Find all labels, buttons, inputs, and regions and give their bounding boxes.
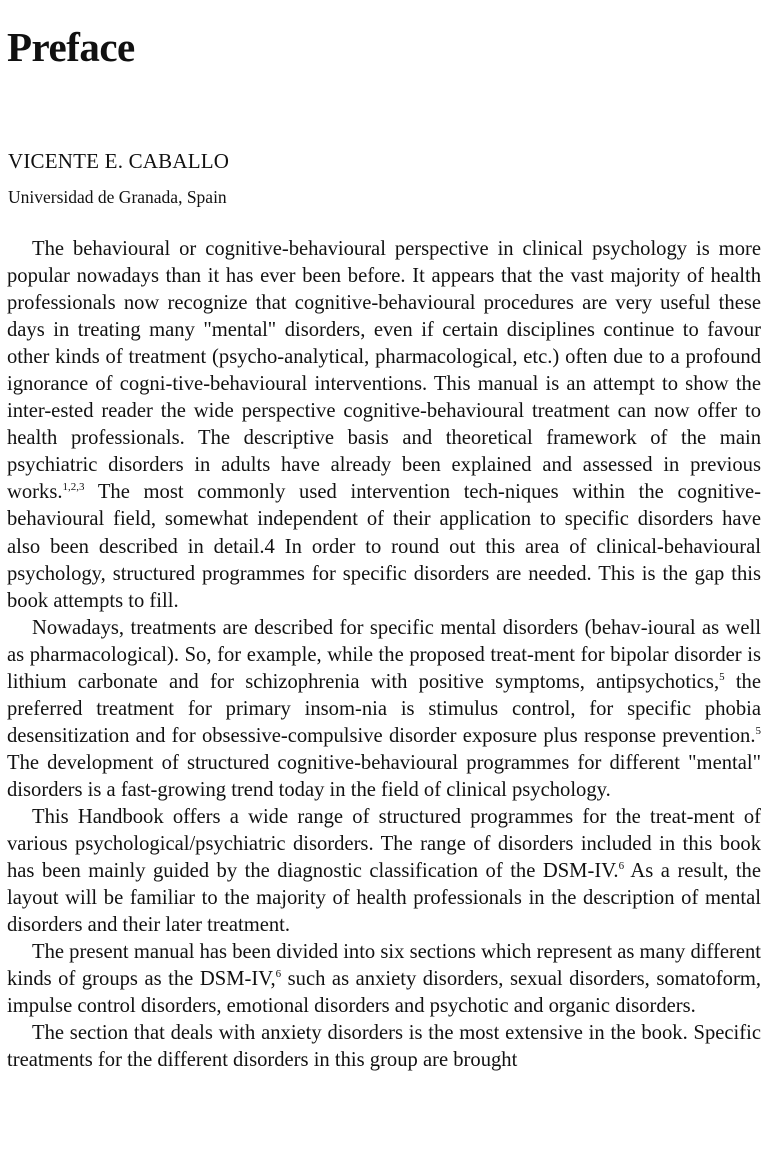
body-paragraph [7,939,761,1020]
reference-superscript: 6 [275,968,282,981]
body-paragraph [7,1020,761,1074]
paragraph-text: This Handbook offers a wide range of structured programmes for the treat-ment of various psychological/psychiatric disorders. The range of disorders included in this book has been mainly guided by the diagnostic classification of the DSM-IV. [7,805,761,883]
paragraph-text: The section that deals with anxiety disorders is the most extensive in the book. Specific treatments for the different disorders in this group are brought [7,1022,761,1072]
body-paragraph [7,615,761,804]
paragraph-text: The most commonly used intervention tech-niques within the cognitive-behavioural field, somewhat independent of their application to specific disorders have also been described in detail.4 In order to round out this area of clinical-behavioural psychology, structured programmes for specific disorders are needed. This is the gap this book attempts to fill. [7,481,761,612]
paragraph-text: As a result, the layout will be familiar to the majority of health professionals in the description of mental disorders and their later treatment. [7,860,761,937]
body-paragraph [7,804,761,939]
paragraph-text: such as anxiety disorders, sexual disorders, somatoform, impulse control disorders, emotional disorders and psychotic and organic disorders. [7,968,761,1018]
author-name: VICENTE E. CABALLO [8,149,230,173]
reference-superscript: 1,2,3 [62,481,85,494]
paragraph-text: The present manual has been divided into six sections which represent as many different kinds of groups as the DSM-IV, [7,941,761,991]
paragraph-text: Nowadays, treatments are described for specific mental disorders (behav-ioural as well as pharmacological). So, for example, while the proposed treat-ment for bipolar disorder is lithium carbonate and for schizophrenia with positive symptoms, antipsychotics, [7,616,761,693]
preface-body [7,236,761,1074]
paragraph-text: The development of structured cognitive-behavioural programmes for different "mental" disorders is a fast-growing trend today in the field of clinical psychology. [7,751,761,801]
paragraph-text: The behavioural or cognitive-behavioural perspective in clinical psychology is more popular nowadays than it has ever been before. It appears that the vast majority of health professionals now recognize that cognitive-behavioural procedures are very useful these days in treating many "mental" disorders, even if certain disciplines continue to favour other kinds of treatment (psycho-analytical, pharmacological, etc.) often due to a profound ignorance of cogni-tive-behavioural interventions. This manual is an attempt to show the inter-ested reader the wide perspective cognitive-behavioural treatment can now offer to health professionals. The descriptive basis and theoretical framework of the main psychiatric disorders in adults have already been explained and assessed in previous works. [7,238,761,504]
paragraph-text: the preferred treatment for primary insom-nia is stimulus control, for specific phobia desensitization and for obsessive-compulsive disorder exposure plus response prevention. [7,670,761,747]
body-paragraph [7,236,761,615]
reference-superscript: 6 [618,860,625,873]
reference-superscript: 5 [719,670,725,683]
page-title: Preface [7,24,135,70]
author-affiliation: Universidad de Granada, Spain [8,187,227,207]
reference-superscript: 5 [755,724,761,737]
